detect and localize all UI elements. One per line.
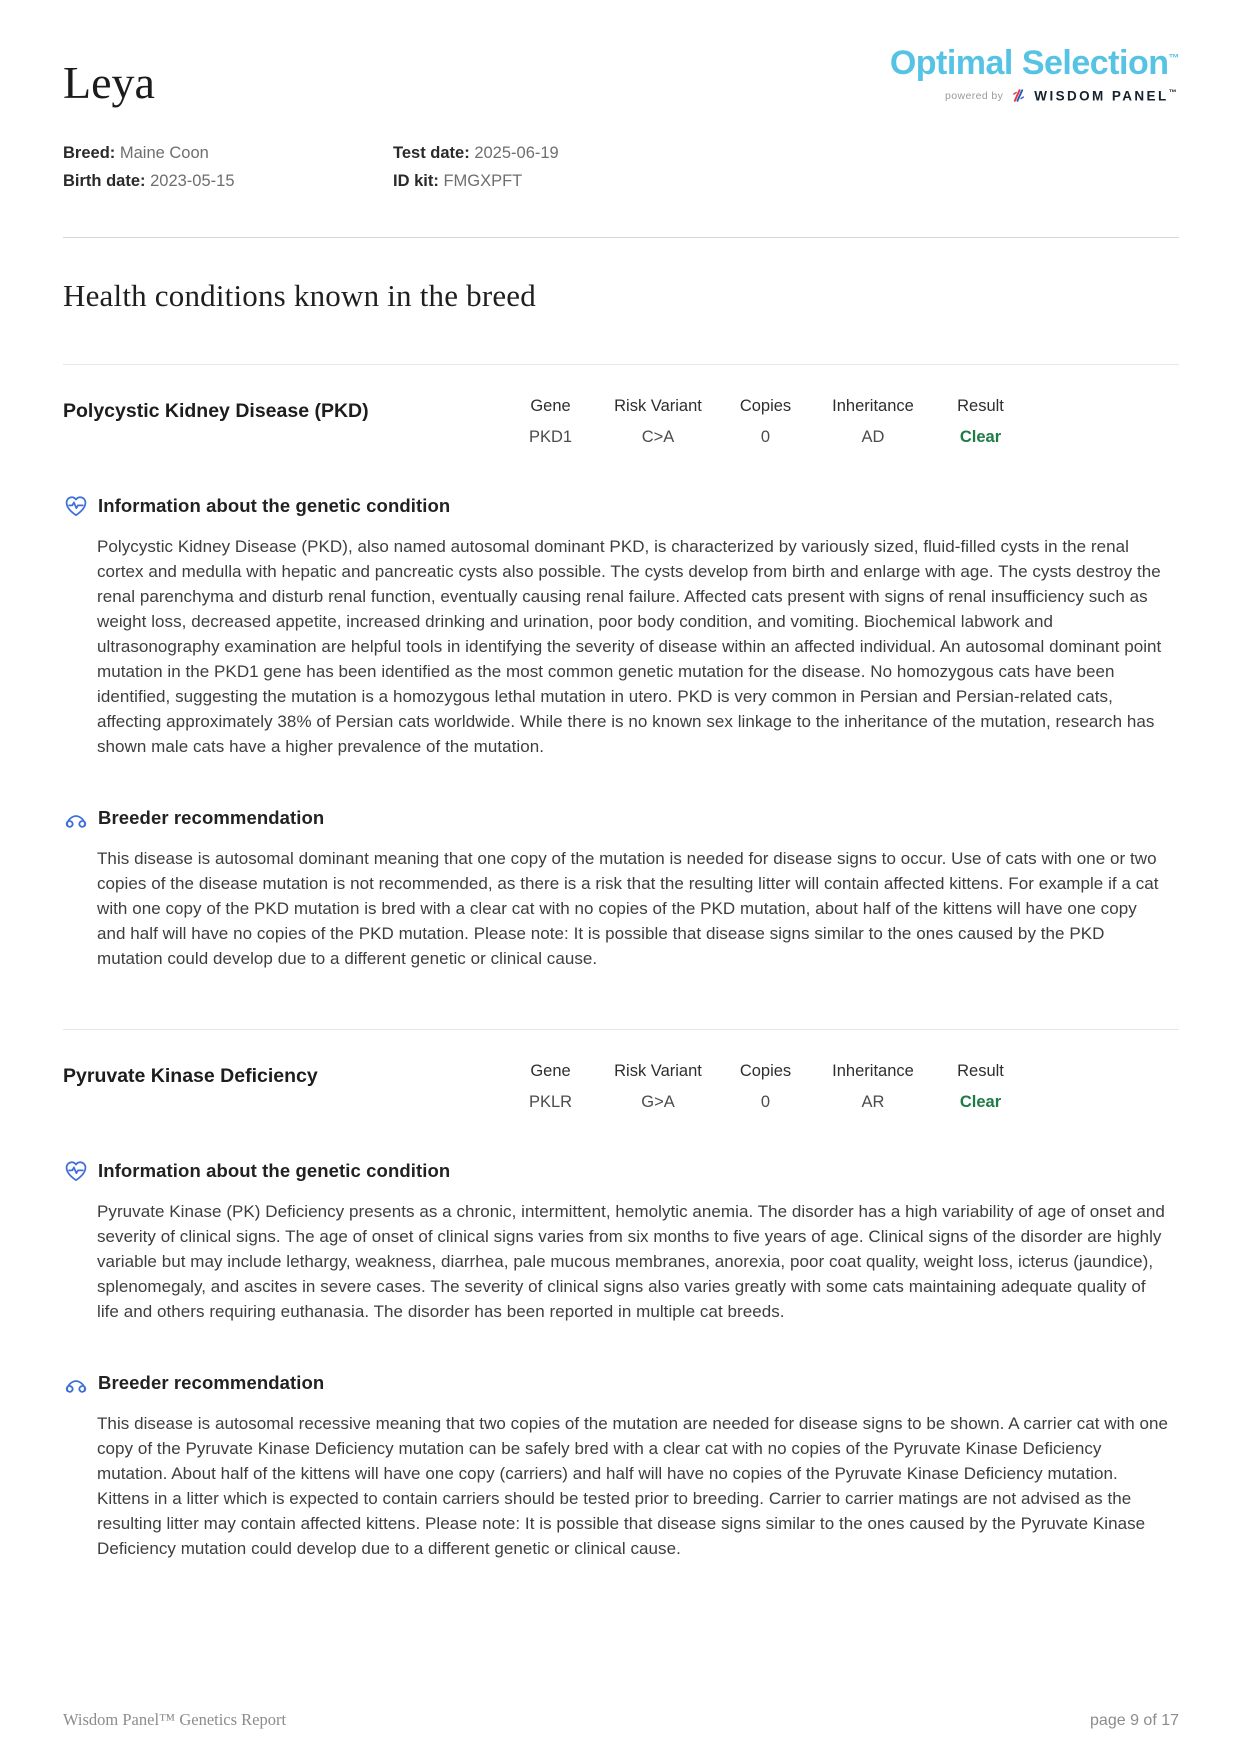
wisdom-panel-helix-icon [1010,87,1027,104]
column-header-risk-variant: Risk Variant [614,1061,702,1080]
test-date-row [393,139,723,167]
wisdom-panel-text: WISDOM PANEL [1034,88,1169,104]
column-header-result: Result [957,1061,1004,1080]
metadata-right-column [393,139,723,195]
genetic-condition-info-section [63,493,1179,759]
result-value: Clear [959,1092,1002,1111]
breed-row [63,139,393,167]
breed-label: Breed: [63,143,116,162]
breeder-section-header [63,805,1179,831]
breeder-text: This disease is autosomal dominant meaning that one copy of the mutation is needed for disease signs to occur. Use of cats with one or two copies of the disease mutation is not recommended, as there is a risk that the resulting litter will contain affected kittens. For example if a cat with one copy of the PKD mutation is bred with a clear cat with no copies of the PKD mutation, about half of the kittens will have one copy and half will have no copies of the PKD mutation. Please note: It is possible that disease signs similar to the ones caused by the PKD mutation could develop due to a different genetic or clinical cause. [97,848,1159,968]
brand-trademark: ™ [1168,52,1179,65]
condition-title: Polycystic Kidney Disease (PKD) [63,399,369,422]
id-kit-value: FMGXPFT [443,171,523,190]
condition-results-grid [503,397,1028,447]
column-header-inheritance: Inheritance [832,1061,914,1080]
inheritance-value: AD [861,427,885,446]
condition-section-pkd [63,364,1179,971]
info-text: Polycystic Kidney Disease (PKD), also named autosomal dominant PKD, is characterized by variously sized, fluid-filled cysts in the renal cortex and medulla with hepatic and pancreatic cysts also possible. The cysts develop from birth and enlarge with age. The cysts destroy the renal parenchyma and disturb renal function, eventually causing renal failure. Affected cats present with signs of renal insufficiency such as weight loss, decreased appetite, increased drinking and urination, poor body condition, and vomiting. Biochemical labwork and ultrasonography examination are helpful tools in identifying the severity of disease within an affected individual. An autosomal dominant point mutation in the PKD1 gene has been identified as the most common genetic mutation for the disease. No homozygous cats have been identified, suggesting the mutation is a homozygous lethal mutation in utero. PKD is very common in Persian and Persian-related cats, affecting approximately 38% of Persian cats worldwide. While there is no known sex linkage to the inheritance of the mutation, research has shown male cats have a higher prevalence of the mutation. [97,536,1162,756]
wisdom-panel-trademark: ™ [1168,87,1179,97]
column-header-gene: Gene [530,1061,571,1080]
breeder-heading: Breeder recommendation [98,806,325,828]
optimal-selection-logo [890,46,1179,80]
birth-date-row [63,167,393,195]
birth-date-value: 2023-05-15 [150,171,235,190]
condition-results-grid [503,1062,1028,1112]
brand-logo [890,44,1179,104]
copies-value: 0 [760,427,771,446]
heart-pulse-icon [63,493,89,519]
column-header-copies: Copies [739,1061,792,1080]
test-date-value: 2025-06-19 [474,143,559,162]
condition-table [63,1062,1179,1112]
brand-text: Optimal Selection [889,44,1169,82]
powered-by-row [890,87,1179,104]
gene-value: PKLR [528,1092,573,1111]
condition-section-pk-deficiency [63,1029,1179,1561]
gene-value: PKD1 [528,427,573,446]
test-date-label: Test date: [393,143,470,162]
footer-report-name: Wisdom Panel™ Genetics Report [63,1710,287,1729]
condition-table [63,397,1179,447]
header-divider [63,237,1179,238]
info-text: Pyruvate Kinase (PK) Deficiency presents as a chronic, intermittent, hemolytic anemia. The disorder has a high variability of age of onset and severity of clinical signs. The age of onset of clinical signs varies from six months to five years of age. Clinical signs of the disorder are highly variable but may include lethargy, weakness, diarrhea, pale mucous membranes, anorexia, poor coat quality, weight loss, icterus (jaundice), splenomegaly, and ascites in severe cases. The severity of clinical signs also varies greatly with some cats maintaining adequate quality of life and others requiring euthanasia. The disorder has been reported in multiple cat breeds. [97,1201,1165,1321]
pet-name: Leya [63,57,155,108]
inheritance-value: AR [861,1092,885,1111]
breeder-recommendation-section [63,805,1179,971]
condition-title: Pyruvate Kinase Deficiency [63,1064,318,1087]
info-section-header [63,493,1179,519]
risk-variant-value: C>A [641,427,675,446]
wisdom-panel-label [1034,88,1179,104]
footer-page-number: page 9 of 17 [1090,1712,1179,1729]
breeder-loop-icon [63,1370,89,1396]
risk-variant-value: G>A [641,1092,675,1111]
info-heading: Information about the genetic condition [98,1159,451,1181]
id-kit-label: ID kit: [393,171,439,190]
column-header-inheritance: Inheritance [832,396,914,415]
genetic-condition-info-section [63,1158,1179,1324]
column-header-risk-variant: Risk Variant [614,396,702,415]
copies-value: 0 [760,1092,771,1111]
birth-date-label: Birth date: [63,171,146,190]
report-header [63,44,1179,109]
id-kit-row [393,167,723,195]
column-header-copies: Copies [739,396,792,415]
breeder-section-header [63,1370,1179,1396]
breeder-heading: Breeder recommendation [98,1371,325,1393]
breed-value: Maine Coon [119,143,209,162]
breeder-recommendation-section [63,1370,1179,1561]
result-value: Clear [959,427,1002,446]
column-header-gene: Gene [530,396,571,415]
pet-metadata [63,139,1179,195]
breeder-loop-icon [63,805,89,831]
heart-pulse-icon [63,1158,89,1184]
powered-by-label: powered by [945,89,1004,102]
column-header-result: Result [957,396,1004,415]
breeder-text: This disease is autosomal recessive meaning that two copies of the mutation are needed for disease signs to be shown. A carrier cat with one copy of the Pyruvate Kinase Deficiency mutation can be safely bred with a clear cat with no copies of the Pyruvate Kinase Deficiency mutation. About half of the kittens will have one copy (carriers) and half will have no copies of the Pyruvate Kinase Deficiency mutation. Kittens in a litter which is expected to contain carriers should be tested prior to breeding. Carrier to carrier matings are not advised as the resulting litter may contain affected kittens. Please note: It is possible that disease signs similar to the ones caused by the Pyruvate Kinase Deficiency mutation could develop due to a different genetic or clinical cause. [97,1413,1169,1558]
info-heading: Information about the genetic condition [98,494,451,516]
page-footer [63,1710,1179,1730]
metadata-left-column [63,139,393,195]
page-title: Health conditions known in the breed [63,277,536,313]
info-section-header [63,1158,1179,1184]
